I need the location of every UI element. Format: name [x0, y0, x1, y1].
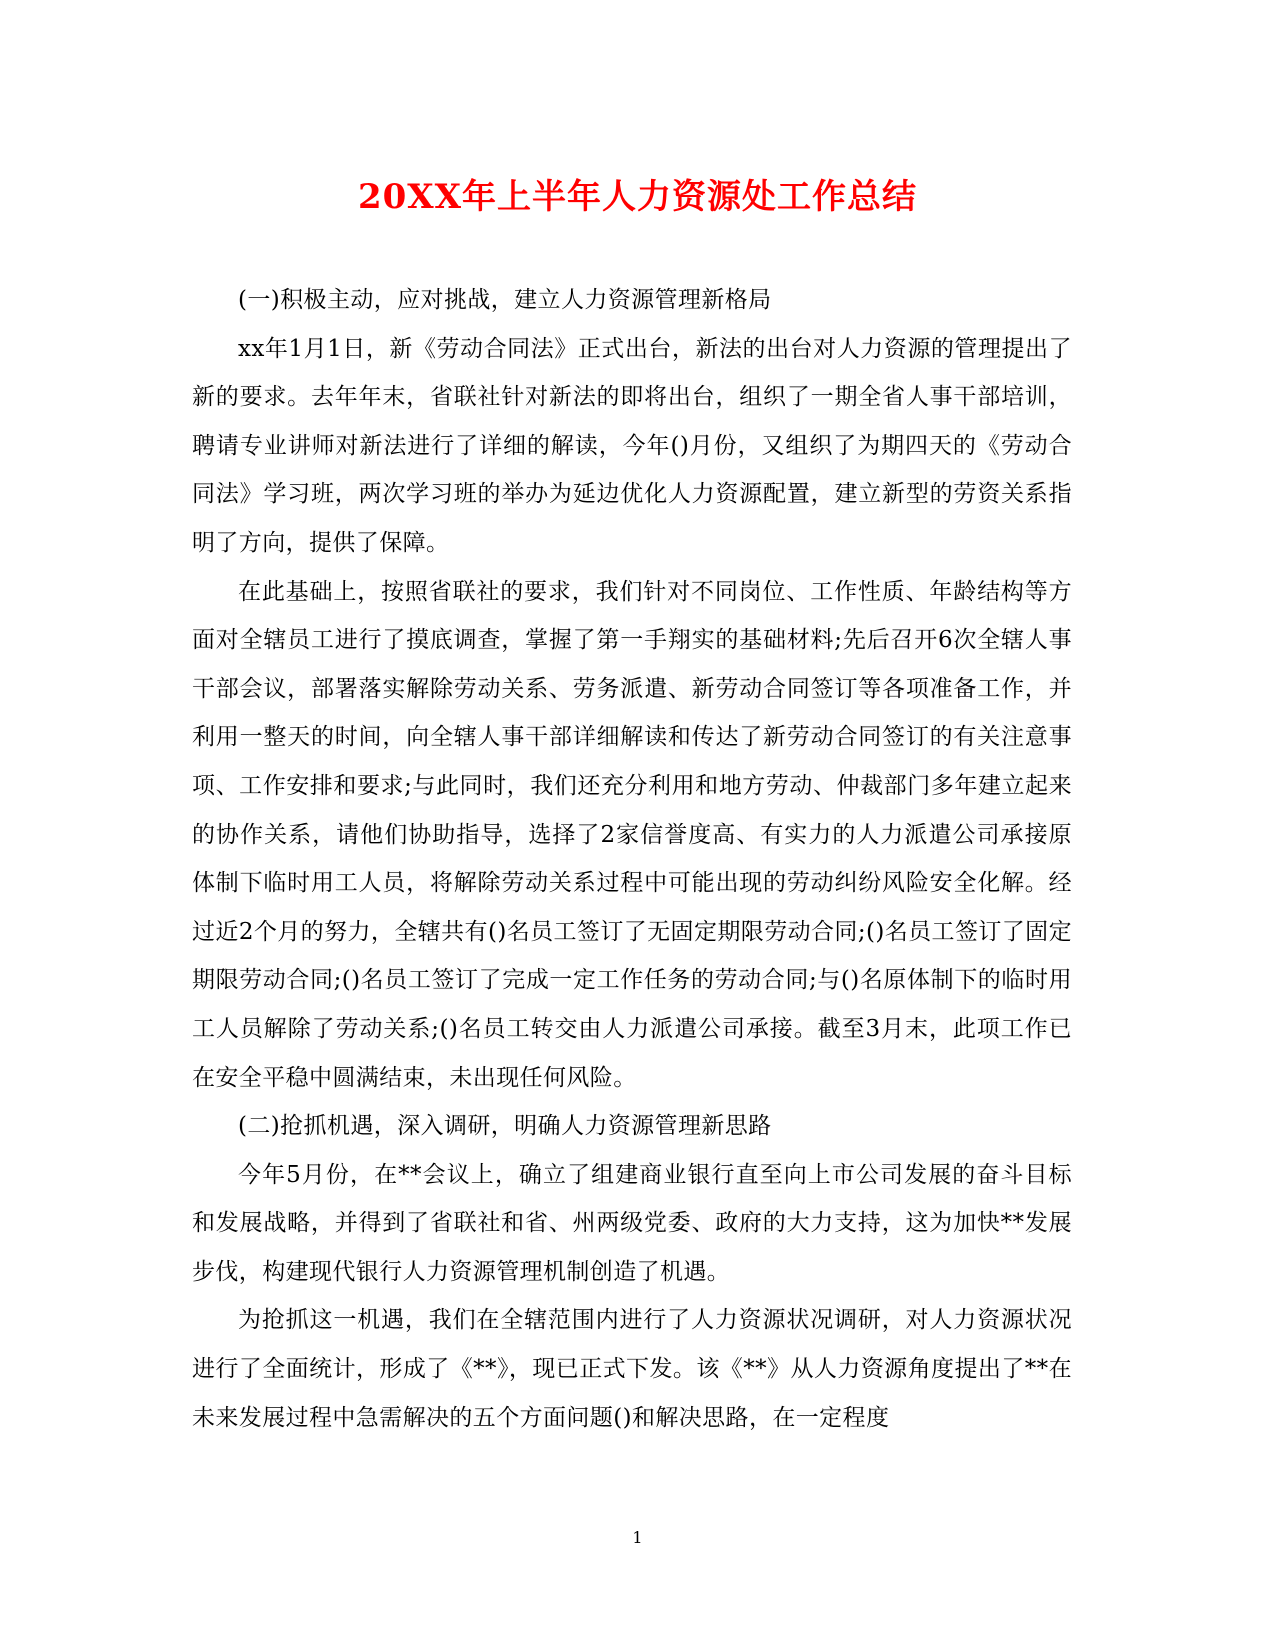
body-paragraph-4: 为抢抓这一机遇，我们在全辖范围内进行了人力资源状况调研，对人力资源状况进行了全面统计，形成了《**》，现已正式下发。该《**》从人力资源角度提出了**在未来发展过程中急需解决的五个方面问题()和解决思路，在一定程度	[192, 1307, 1072, 1431]
document-body	[192, 276, 1072, 1442]
body-paragraph-3: 今年5月份，在**会议上，确立了组建商业银行直至向上市公司发展的奋斗目标和发展战略，并得到了省联社和省、州两级党委、政府的大力支持，这为加快**发展步伐，构建现代银行人力资源管理机制创造了机遇。	[192, 1161, 1072, 1285]
body-paragraph-1: xx年1月1日，新《劳动合同法》正式出台，新法的出台对人力资源的管理提出了新的要求。去年年末，省联社针对新法的即将出台，组织了一期全省人事干部培训，聘请专业讲师对新法进行了详细的解读，今年()月份，又组织了为期四天的《劳动合同法》学习班，两次学习班的举办为延边优化人力资源配置，建立新型的劳资关系指明了方向，提供了保障。	[192, 335, 1072, 556]
page-number: 1	[632, 1528, 643, 1547]
section-heading-2: (二)抢抓机遇，深入调研，明确人力资源管理新思路	[238, 1113, 772, 1140]
body-paragraph-2: 在此基础上，按照省联社的要求，我们针对不同岗位、工作性质、年龄结构等方面对全辖员工进行了摸底调查，掌握了第一手翔实的基础材料;先后召开6次全辖人事干部会议，部署落实解除劳动关系、劳务派遣、新劳动合同签订等各项准备工作，并利用一整天的时间，向全辖人事干部详细解读和传达了新劳动合同签订的有关注意事项、工作安排和要求;与此同时，我们还充分利用和地方劳动、仲裁部门多年建立起来的协作关系，请他们协助指导，选择了2家信誉度高、有实力的人力派遣公司承接原体制下临时用工人员，将解除劳动关系过程中可能出现的劳动纠纷风险安全化解。经过近2个月的努力，全辖共有()名员工签订了无固定期限劳动合同;()名员工签订了固定期限劳动合同;()名员工签订了完成一定工作任务的劳动合同;与()名原体制下的临时用工人员解除了劳动关系;()名员工转交由人力派遣公司承接。截至3月末，此项工作已在安全平稳中圆满结束，未出现任何风险。	[192, 578, 1072, 1091]
section-heading-1: (一)积极主动，应对挑战，建立人力资源管理新格局	[238, 287, 772, 313]
document-title: 20XX年上半年人力资源处工作总结	[357, 177, 918, 217]
